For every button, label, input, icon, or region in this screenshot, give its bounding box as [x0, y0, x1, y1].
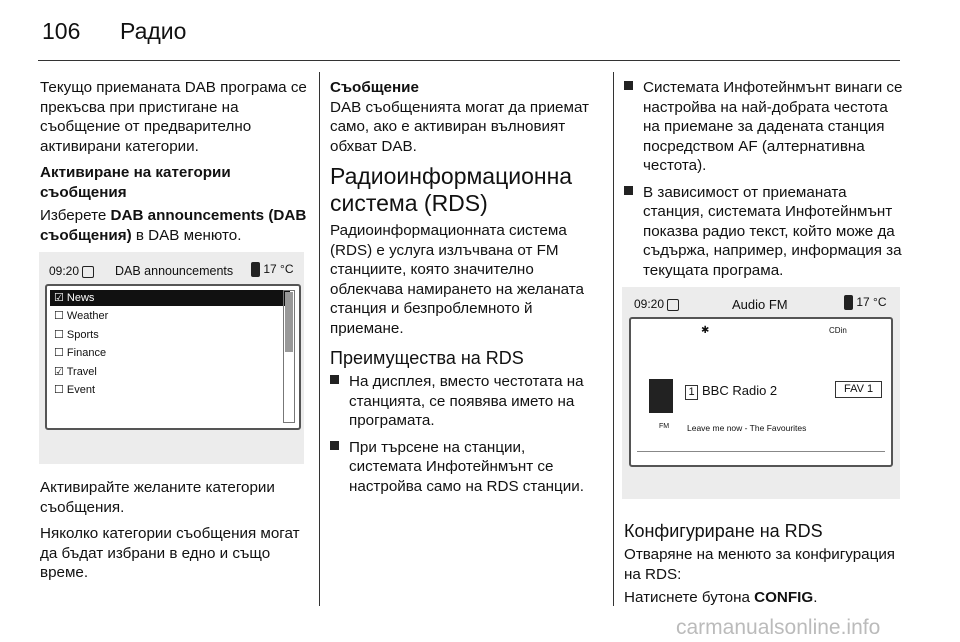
screen2-status: 17 °C: [844, 293, 887, 313]
screen1-time: 09:20: [49, 262, 94, 282]
config-text: Отваряне на менюто за конфигурация на RDS:: [624, 546, 896, 583]
bluetooth-icon: ✱: [701, 325, 710, 336]
header-rule: [38, 60, 900, 61]
preset-number: 1: [685, 385, 698, 400]
cdin-label: CDin: [829, 326, 847, 335]
config-button-reference: CONFIG: [754, 589, 814, 606]
bullet-icon: [624, 186, 633, 195]
column-divider-1: [319, 72, 320, 606]
screen2-display: [629, 317, 893, 467]
bullet-icon: [330, 441, 339, 450]
screen1-status: 17 °C: [251, 260, 294, 280]
watermark: carmanualsonline.info: [676, 616, 881, 639]
rds-description: Радиоинформационната система (RDS) е услуга излъчвана от FM станциите, която значително облекчава намирането на желаната станция и безпроблемното й приемане.: [330, 222, 584, 337]
section-title: Радио: [120, 18, 187, 44]
activate-heading: Активиране на категории съобщения: [40, 164, 231, 201]
config-heading: Конфигуриране на RDS: [624, 521, 823, 541]
radio-icon: [82, 266, 94, 278]
press-config-instruction: Натиснете бутона CONFIG.: [624, 589, 818, 606]
station-name: BBC Radio 2: [702, 383, 778, 398]
fav-button[interactable]: FAV 1: [835, 381, 882, 398]
message-heading: Съобщение: [330, 79, 419, 96]
screen1-title: DAB announcements: [115, 264, 234, 278]
column-1: [40, 78, 308, 590]
phone-icon: [844, 295, 853, 310]
message-text: DAB съобщенията могат да приемат само, ако е активиран вълновият обхват DAB.: [330, 98, 590, 155]
screen2-time: 09:20: [634, 295, 679, 315]
list-item[interactable]: ☐ Event: [54, 384, 96, 396]
audio-fm-screen: [622, 287, 900, 499]
scrollbar-thumb[interactable]: [285, 292, 293, 352]
column-divider-2: [613, 72, 614, 606]
list-item: На дисплея, вместо честотата на станцията, се появява името на програмата.: [330, 372, 600, 431]
page-number: 106: [42, 18, 81, 44]
scrollbar[interactable]: [283, 290, 295, 423]
column-2: [330, 78, 600, 503]
screen2-title: Audio FM: [732, 297, 788, 312]
bullet-icon: [330, 375, 339, 384]
list-item: В зависимост от приеманата станция, системата Инфотейнмънт показва радио текст, който може да съдържа, например, информация за текущата програма.: [624, 183, 904, 281]
column-3: [624, 78, 904, 615]
list-item[interactable]: ☐ Sports: [54, 329, 99, 341]
intro-paragraph: Текущо приеманата DAB програма се прекъсва при пристигане на съобщение от предварително активирани категории.: [40, 79, 307, 155]
multiple-categories-text: Няколко категории съобщения могат да бъдат избрани в едно и също време.: [40, 525, 300, 581]
phone-icon: [251, 262, 260, 277]
list-item: Системата Инфотейнмънт винаги се настройва на най-добрата честота на приемане за дадената станция посредством AF (алтернативна честота).: [624, 78, 904, 176]
station-line: [685, 381, 777, 401]
radio-icon: [667, 299, 679, 311]
list-item[interactable]: ☑ Travel: [54, 366, 97, 378]
rds-features-list: [624, 78, 904, 280]
activate-categories-text: Активирайте желаните категории съобщения.: [40, 479, 275, 516]
menu-item-reference: DAB announcements (DAB съобщения): [40, 207, 307, 244]
display-divider: [637, 451, 885, 452]
select-instruction: Изберете DAB announcements (DAB съобщения) в DAB менюто.: [40, 207, 307, 244]
list-item: При търсене на станции, системата Инфотейнмънт се настройва само на RDS станции.: [330, 438, 600, 497]
fm-tower-icon: [649, 379, 673, 413]
rds-advantages-heading: Преимущества на RDS: [330, 348, 524, 368]
bullet-icon: [624, 81, 633, 90]
dab-announcements-screen: [39, 252, 304, 464]
list-item[interactable]: ☑ News: [50, 290, 290, 306]
radio-text: Leave me now - The Favourites: [687, 423, 807, 433]
list-item[interactable]: ☐ Weather: [54, 310, 109, 322]
rds-heading: Радиоинформационна система (RDS): [330, 163, 573, 216]
rds-advantages-list: [330, 372, 600, 496]
screen1-display: [45, 284, 301, 430]
band-label: FM: [659, 423, 670, 430]
list-item[interactable]: ☐ Finance: [54, 347, 107, 359]
